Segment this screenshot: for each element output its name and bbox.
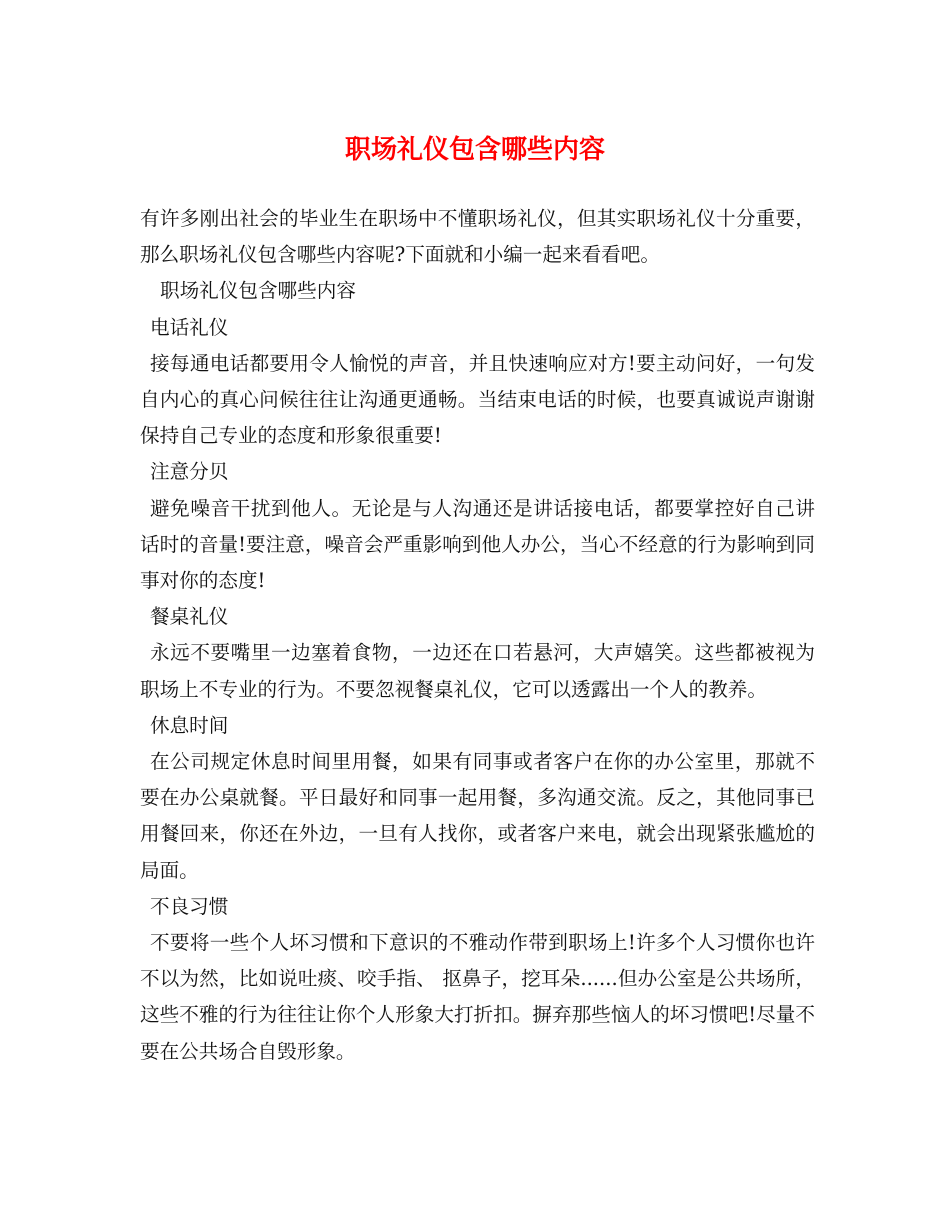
section-heading-volume: 注意分贝 [150, 460, 229, 484]
page-title: 职场礼仪包含哪些内容 [344, 135, 605, 165]
section-heading-phone: 电话礼仪 [150, 315, 229, 339]
section-subheading: 职场礼仪包含哪些内容 [160, 279, 356, 303]
section-heading-habits: 不良习惯 [150, 894, 229, 918]
section-heading-dining: 餐桌礼仪 [150, 605, 229, 629]
section-text-dining: 永远不要嘴里一边塞着食物，一边还在口若悬河，大声嬉笑。这些都被视为职场上不专业的行为。不要忽视餐桌礼仪，它可以透露出一个人的教养。 [140, 641, 815, 701]
section-heading-break: 休息时间 [150, 713, 229, 737]
section-text-habits: 不要将一些个人坏习惯和下意识的不雅动作带到职场上!许多个人习惯你也许不以为然，比如说吐痰、咬手指、 抠鼻子，挖耳朵......但办公室是公共场所，这些不雅的行为往往让你个人形象大打折扣。摒弃那些恼人的坏习惯吧!尽量不要在公共场合自毁形象。 [140, 931, 815, 1063]
section-text-volume: 避免噪音干扰到他人。无论是与人沟通还是讲话接电话，都要掌控好自己讲话时的音量!要注意，噪音会严重影响到他人办公，当心不经意的行为影响到同事对你的态度! [140, 496, 815, 593]
document-body [140, 201, 815, 1070]
intro-paragraph: 有许多刚出社会的毕业生在职场中不懂职场礼仪，但其实职场礼仪十分重要，那么职场礼仪包含哪些内容呢?下面就和小编一起来看看吧。 [140, 207, 815, 267]
section-text-phone: 接每通电话都要用令人愉悦的声音，并且快速响应对方!要主动问好，一句发自内心的真心问候往往让沟通更通畅。当结束电话的时候，也要真诚说声谢谢保持自己专业的态度和形象很重要! [140, 351, 815, 448]
section-text-break: 在公司规定休息时间里用餐，如果有同事或者客户在你的办公室里，那就不要在办公桌就餐。平日最好和同事一起用餐，多沟通交流。反之，其他同事已用餐回来，你还在外边，一旦有人找你，或者客户来电，就会出现紧张尴尬的局面。 [140, 750, 815, 882]
